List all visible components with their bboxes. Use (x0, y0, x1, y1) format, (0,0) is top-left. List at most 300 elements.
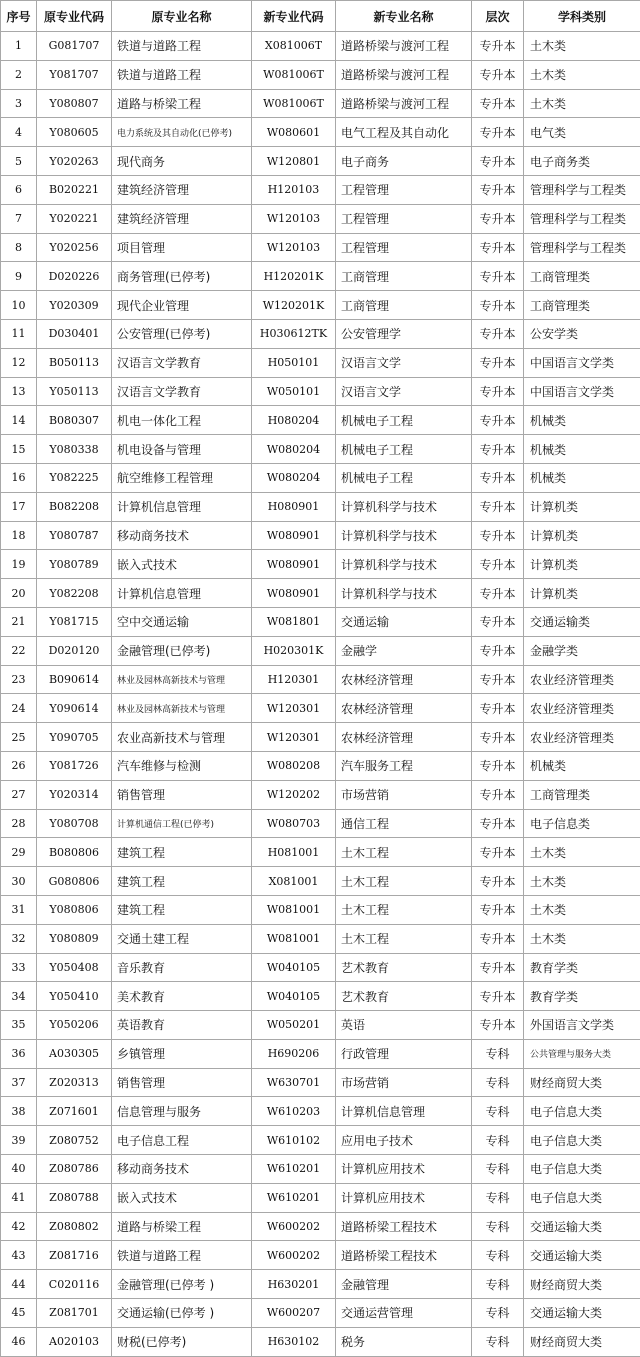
table-row (1, 262, 640, 291)
cell-old-name: 音乐教育 (112, 953, 252, 982)
cell-new-name: 土木工程 (336, 895, 472, 924)
cell-level: 专升本 (472, 291, 524, 320)
table-row (1, 953, 640, 982)
cell-new-name: 道路桥梁与渡河工程 (336, 89, 472, 118)
cell-level: 专科 (472, 1299, 524, 1328)
table-row (1, 291, 640, 320)
cell-category: 中国语言文学类 (524, 348, 640, 377)
cell-old-name: 电子信息工程 (112, 1126, 252, 1155)
table-row (1, 175, 640, 204)
cell-new-code: W600202 (252, 1212, 336, 1241)
cell-new-code: H080901 (252, 492, 336, 521)
cell-old-name: 道路与桥梁工程 (112, 89, 252, 118)
cell-new-name: 计算机应用技术 (336, 1155, 472, 1184)
table-row (1, 1299, 640, 1328)
cell-index: 36 (1, 1039, 37, 1068)
cell-level: 专升本 (472, 319, 524, 348)
cell-old-code: D020120 (37, 636, 112, 665)
cell-category: 交通运输类 (524, 607, 640, 636)
cell-new-code: W081001 (252, 895, 336, 924)
cell-category: 土木类 (524, 60, 640, 89)
table-row (1, 1327, 640, 1356)
cell-new-name: 计算机科学与技术 (336, 579, 472, 608)
cell-level: 专科 (472, 1241, 524, 1270)
header-level: 层次 (472, 1, 524, 32)
cell-new-code: H690206 (252, 1039, 336, 1068)
cell-new-name: 农林经济管理 (336, 723, 472, 752)
cell-old-code: A020103 (37, 1327, 112, 1356)
cell-new-name: 汉语言文学 (336, 377, 472, 406)
cell-index: 15 (1, 435, 37, 464)
cell-new-code: W080703 (252, 809, 336, 838)
cell-new-code: W120201K (252, 291, 336, 320)
cell-new-name: 英语 (336, 1011, 472, 1040)
cell-new-code: W120301 (252, 694, 336, 723)
table-row (1, 579, 640, 608)
table-row (1, 233, 640, 262)
table-header (1, 1, 640, 32)
table-row (1, 32, 640, 61)
cell-old-name: 计算机信息管理 (112, 492, 252, 521)
cell-old-code: B080806 (37, 838, 112, 867)
table-row (1, 924, 640, 953)
cell-category: 管理科学与工程类 (524, 175, 640, 204)
cell-new-code: H081001 (252, 838, 336, 867)
cell-level: 专升本 (472, 233, 524, 262)
table-row (1, 550, 640, 579)
cell-level: 专升本 (472, 89, 524, 118)
cell-old-name: 铁道与道路工程 (112, 32, 252, 61)
cell-new-code: H120103 (252, 175, 336, 204)
cell-category: 电子商务类 (524, 147, 640, 176)
cell-index: 11 (1, 319, 37, 348)
cell-category: 土木类 (524, 89, 640, 118)
cell-level: 专升本 (472, 982, 524, 1011)
table-row (1, 1126, 640, 1155)
table-row (1, 751, 640, 780)
cell-category: 电子信息大类 (524, 1155, 640, 1184)
cell-old-name: 建筑工程 (112, 895, 252, 924)
table-row (1, 1039, 640, 1068)
cell-old-name: 财税(已停考) (112, 1327, 252, 1356)
cell-old-code: Z080788 (37, 1183, 112, 1212)
cell-level: 专升本 (472, 867, 524, 896)
cell-old-code: C020116 (37, 1270, 112, 1299)
cell-new-code: W080901 (252, 579, 336, 608)
table-row (1, 319, 640, 348)
cell-old-code: Y020221 (37, 204, 112, 233)
cell-level: 专升本 (472, 607, 524, 636)
cell-new-code: W610203 (252, 1097, 336, 1126)
cell-index: 10 (1, 291, 37, 320)
header-row (1, 1, 640, 32)
cell-category: 电子信息大类 (524, 1183, 640, 1212)
table-row (1, 60, 640, 89)
cell-new-code: W610201 (252, 1155, 336, 1184)
table-row (1, 838, 640, 867)
table-row (1, 463, 640, 492)
cell-level: 专科 (472, 1212, 524, 1241)
cell-old-name: 林业及园林高新技术与管理 (112, 694, 252, 723)
cell-level: 专升本 (472, 463, 524, 492)
cell-category: 土木类 (524, 924, 640, 953)
cell-index: 39 (1, 1126, 37, 1155)
cell-new-name: 机械电子工程 (336, 406, 472, 435)
cell-new-code: H630102 (252, 1327, 336, 1356)
cell-category: 电子信息大类 (524, 1097, 640, 1126)
header-category: 学科类别 (524, 1, 640, 32)
cell-old-name: 汽车维修与检测 (112, 751, 252, 780)
cell-old-code: Y020263 (37, 147, 112, 176)
cell-new-name: 机械电子工程 (336, 435, 472, 464)
cell-new-name: 工程管理 (336, 204, 472, 233)
cell-new-name: 土木工程 (336, 838, 472, 867)
cell-new-name: 道路桥梁与渡河工程 (336, 32, 472, 61)
table-row (1, 521, 640, 550)
cell-index: 17 (1, 492, 37, 521)
cell-new-name: 工商管理 (336, 291, 472, 320)
cell-index: 46 (1, 1327, 37, 1356)
table-row (1, 607, 640, 636)
cell-old-code: G080806 (37, 867, 112, 896)
cell-new-code: W080208 (252, 751, 336, 780)
table-row (1, 867, 640, 896)
table-row (1, 694, 640, 723)
cell-old-name: 金融管理(已停考 ) (112, 1270, 252, 1299)
cell-index: 41 (1, 1183, 37, 1212)
cell-level: 专升本 (472, 550, 524, 579)
cell-new-code: W081006T (252, 89, 336, 118)
cell-category: 管理科学与工程类 (524, 233, 640, 262)
cell-old-name: 现代企业管理 (112, 291, 252, 320)
table-row (1, 1097, 640, 1126)
cell-old-name: 汉语言文学教育 (112, 348, 252, 377)
cell-category: 管理科学与工程类 (524, 204, 640, 233)
cell-category: 财经商贸大类 (524, 1068, 640, 1097)
cell-level: 专升本 (472, 579, 524, 608)
cell-old-name: 项目管理 (112, 233, 252, 262)
cell-new-code: W081001 (252, 924, 336, 953)
cell-level: 专升本 (472, 435, 524, 464)
cell-category: 金融学类 (524, 636, 640, 665)
cell-index: 30 (1, 867, 37, 896)
cell-level: 专升本 (472, 204, 524, 233)
cell-new-name: 通信工程 (336, 809, 472, 838)
cell-new-code: W600207 (252, 1299, 336, 1328)
cell-index: 42 (1, 1212, 37, 1241)
cell-old-code: Z020313 (37, 1068, 112, 1097)
cell-new-name: 农林经济管理 (336, 665, 472, 694)
table-row (1, 435, 640, 464)
cell-new-name: 市场营销 (336, 1068, 472, 1097)
cell-old-name: 现代商务 (112, 147, 252, 176)
cell-level: 专升本 (472, 521, 524, 550)
cell-category: 计算机类 (524, 550, 640, 579)
cell-old-name: 林业及园林高新技术与管理 (112, 665, 252, 694)
cell-new-name: 计算机科学与技术 (336, 521, 472, 550)
cell-old-code: Y050408 (37, 953, 112, 982)
cell-old-name: 交通运输(已停考 ) (112, 1299, 252, 1328)
cell-new-code: H080204 (252, 406, 336, 435)
cell-category: 公共管理与服务大类 (524, 1039, 640, 1068)
cell-new-name: 土木工程 (336, 924, 472, 953)
cell-index: 27 (1, 780, 37, 809)
cell-old-name: 建筑经济管理 (112, 204, 252, 233)
cell-old-code: Y081715 (37, 607, 112, 636)
table-row (1, 348, 640, 377)
cell-old-name: 交通土建工程 (112, 924, 252, 953)
cell-new-name: 艺术教育 (336, 982, 472, 1011)
cell-index: 2 (1, 60, 37, 89)
cell-old-code: Y081707 (37, 60, 112, 89)
cell-level: 专升本 (472, 895, 524, 924)
cell-old-name: 商务管理(已停考) (112, 262, 252, 291)
table-row (1, 1155, 640, 1184)
cell-index: 18 (1, 521, 37, 550)
cell-index: 5 (1, 147, 37, 176)
cell-new-name: 农林经济管理 (336, 694, 472, 723)
cell-new-name: 道路桥梁工程技术 (336, 1212, 472, 1241)
cell-index: 43 (1, 1241, 37, 1270)
cell-old-code: Y081726 (37, 751, 112, 780)
table-row (1, 1011, 640, 1040)
cell-new-name: 交通运输 (336, 607, 472, 636)
cell-index: 40 (1, 1155, 37, 1184)
cell-level: 专升本 (472, 780, 524, 809)
cell-category: 工商管理类 (524, 291, 640, 320)
table-row (1, 492, 640, 521)
table-row (1, 147, 640, 176)
cell-level: 专科 (472, 1327, 524, 1356)
cell-old-code: Y020314 (37, 780, 112, 809)
cell-old-name: 建筑工程 (112, 838, 252, 867)
cell-old-code: Y090614 (37, 694, 112, 723)
table-row (1, 1270, 640, 1299)
cell-level: 专升本 (472, 406, 524, 435)
cell-old-code: Y050206 (37, 1011, 112, 1040)
cell-old-code: Y080789 (37, 550, 112, 579)
cell-new-code: W040105 (252, 953, 336, 982)
cell-index: 44 (1, 1270, 37, 1299)
cell-new-code: X081001 (252, 867, 336, 896)
cell-old-code: Z080786 (37, 1155, 112, 1184)
cell-new-code: W610102 (252, 1126, 336, 1155)
table-row (1, 1183, 640, 1212)
cell-category: 机械类 (524, 435, 640, 464)
cell-old-name: 农业高新技术与管理 (112, 723, 252, 752)
cell-old-code: Y050410 (37, 982, 112, 1011)
cell-level: 专升本 (472, 377, 524, 406)
cell-new-code: X081006T (252, 32, 336, 61)
cell-index: 28 (1, 809, 37, 838)
cell-index: 6 (1, 175, 37, 204)
cell-category: 土木类 (524, 32, 640, 61)
cell-new-name: 道路桥梁与渡河工程 (336, 60, 472, 89)
cell-old-name: 建筑工程 (112, 867, 252, 896)
cell-index: 31 (1, 895, 37, 924)
cell-new-name: 艺术教育 (336, 953, 472, 982)
cell-old-name: 空中交通运输 (112, 607, 252, 636)
cell-old-name: 美术教育 (112, 982, 252, 1011)
table-row (1, 377, 640, 406)
cell-old-name: 销售管理 (112, 1068, 252, 1097)
cell-new-name: 计算机信息管理 (336, 1097, 472, 1126)
cell-new-name: 计算机科学与技术 (336, 492, 472, 521)
cell-new-code: W120103 (252, 233, 336, 262)
cell-category: 交通运输大类 (524, 1212, 640, 1241)
cell-category: 教育学类 (524, 953, 640, 982)
cell-old-code: B082208 (37, 492, 112, 521)
cell-new-name: 公安管理学 (336, 319, 472, 348)
cell-level: 专升本 (472, 147, 524, 176)
cell-category: 计算机类 (524, 521, 640, 550)
table-row (1, 665, 640, 694)
cell-old-code: Y080708 (37, 809, 112, 838)
cell-level: 专升本 (472, 60, 524, 89)
cell-old-code: Y020309 (37, 291, 112, 320)
cell-new-name: 交通运营管理 (336, 1299, 472, 1328)
cell-new-code: W080204 (252, 463, 336, 492)
cell-new-name: 电气工程及其自动化 (336, 118, 472, 147)
cell-new-code: W040105 (252, 982, 336, 1011)
cell-index: 4 (1, 118, 37, 147)
cell-index: 22 (1, 636, 37, 665)
cell-index: 26 (1, 751, 37, 780)
table-row (1, 780, 640, 809)
table-row (1, 89, 640, 118)
cell-new-code: H030612TK (252, 319, 336, 348)
cell-index: 14 (1, 406, 37, 435)
cell-old-code: Y080338 (37, 435, 112, 464)
cell-category: 财经商贸大类 (524, 1270, 640, 1299)
cell-index: 3 (1, 89, 37, 118)
cell-category: 计算机类 (524, 579, 640, 608)
cell-index: 23 (1, 665, 37, 694)
cell-old-code: Y090705 (37, 723, 112, 752)
cell-category: 农业经济管理类 (524, 665, 640, 694)
cell-new-code: W050101 (252, 377, 336, 406)
cell-level: 专升本 (472, 262, 524, 291)
cell-category: 电气类 (524, 118, 640, 147)
cell-old-name: 铁道与道路工程 (112, 60, 252, 89)
cell-new-code: H020301K (252, 636, 336, 665)
cell-old-name: 铁道与道路工程 (112, 1241, 252, 1270)
cell-old-code: Y080806 (37, 895, 112, 924)
cell-category: 中国语言文学类 (524, 377, 640, 406)
cell-new-name: 电子商务 (336, 147, 472, 176)
cell-old-code: Z081701 (37, 1299, 112, 1328)
cell-index: 33 (1, 953, 37, 982)
cell-old-code: Y050113 (37, 377, 112, 406)
cell-new-code: W080901 (252, 550, 336, 579)
table-row (1, 723, 640, 752)
cell-old-name: 建筑经济管理 (112, 175, 252, 204)
cell-index: 9 (1, 262, 37, 291)
cell-old-name: 销售管理 (112, 780, 252, 809)
cell-category: 交通运输大类 (524, 1299, 640, 1328)
cell-old-code: Y080809 (37, 924, 112, 953)
cell-new-name: 工程管理 (336, 233, 472, 262)
cell-old-name: 公安管理(已停考) (112, 319, 252, 348)
cell-old-code: Y082225 (37, 463, 112, 492)
cell-old-code: B050113 (37, 348, 112, 377)
cell-old-code: Y080807 (37, 89, 112, 118)
cell-old-code: Y082208 (37, 579, 112, 608)
cell-new-code: W600202 (252, 1241, 336, 1270)
cell-old-name: 航空维修工程管理 (112, 463, 252, 492)
cell-new-code: W081801 (252, 607, 336, 636)
cell-old-code: Z081716 (37, 1241, 112, 1270)
cell-old-code: B080307 (37, 406, 112, 435)
cell-category: 土木类 (524, 838, 640, 867)
cell-level: 专升本 (472, 32, 524, 61)
table-row (1, 809, 640, 838)
cell-category: 财经商贸大类 (524, 1327, 640, 1356)
cell-new-name: 金融学 (336, 636, 472, 665)
cell-old-name: 机电设备与管理 (112, 435, 252, 464)
table-row (1, 895, 640, 924)
cell-index: 32 (1, 924, 37, 953)
cell-level: 专科 (472, 1183, 524, 1212)
cell-category: 土木类 (524, 895, 640, 924)
table-row (1, 406, 640, 435)
cell-new-code: W080601 (252, 118, 336, 147)
cell-new-code: W080901 (252, 521, 336, 550)
cell-level: 专科 (472, 1126, 524, 1155)
cell-old-name: 金融管理(已停考) (112, 636, 252, 665)
cell-old-name: 信息管理与服务 (112, 1097, 252, 1126)
cell-old-code: D030401 (37, 319, 112, 348)
cell-new-code: H630201 (252, 1270, 336, 1299)
cell-level: 专升本 (472, 348, 524, 377)
cell-index: 8 (1, 233, 37, 262)
cell-new-name: 汽车服务工程 (336, 751, 472, 780)
cell-new-name: 计算机应用技术 (336, 1183, 472, 1212)
cell-index: 45 (1, 1299, 37, 1328)
cell-old-name: 英语教育 (112, 1011, 252, 1040)
cell-new-name: 税务 (336, 1327, 472, 1356)
cell-level: 专升本 (472, 665, 524, 694)
cell-new-code: H120301 (252, 665, 336, 694)
cell-new-code: H050101 (252, 348, 336, 377)
cell-category: 交通运输大类 (524, 1241, 640, 1270)
cell-old-code: G081707 (37, 32, 112, 61)
cell-index: 19 (1, 550, 37, 579)
cell-category: 工商管理类 (524, 262, 640, 291)
cell-index: 20 (1, 579, 37, 608)
cell-old-code: Y020256 (37, 233, 112, 262)
header-new-name: 新专业名称 (336, 1, 472, 32)
cell-level: 专升本 (472, 953, 524, 982)
cell-new-code: W050201 (252, 1011, 336, 1040)
cell-index: 7 (1, 204, 37, 233)
cell-old-code: Y080787 (37, 521, 112, 550)
cell-index: 35 (1, 1011, 37, 1040)
cell-old-code: Z080802 (37, 1212, 112, 1241)
cell-index: 1 (1, 32, 37, 61)
table-row (1, 982, 640, 1011)
cell-level: 专升本 (472, 838, 524, 867)
cell-old-code: B020221 (37, 175, 112, 204)
table-row (1, 118, 640, 147)
table-row (1, 1212, 640, 1241)
cell-index: 37 (1, 1068, 37, 1097)
cell-old-name: 汉语言文学教育 (112, 377, 252, 406)
cell-new-code: W080204 (252, 435, 336, 464)
cell-index: 38 (1, 1097, 37, 1126)
table-row (1, 636, 640, 665)
cell-level: 专科 (472, 1039, 524, 1068)
